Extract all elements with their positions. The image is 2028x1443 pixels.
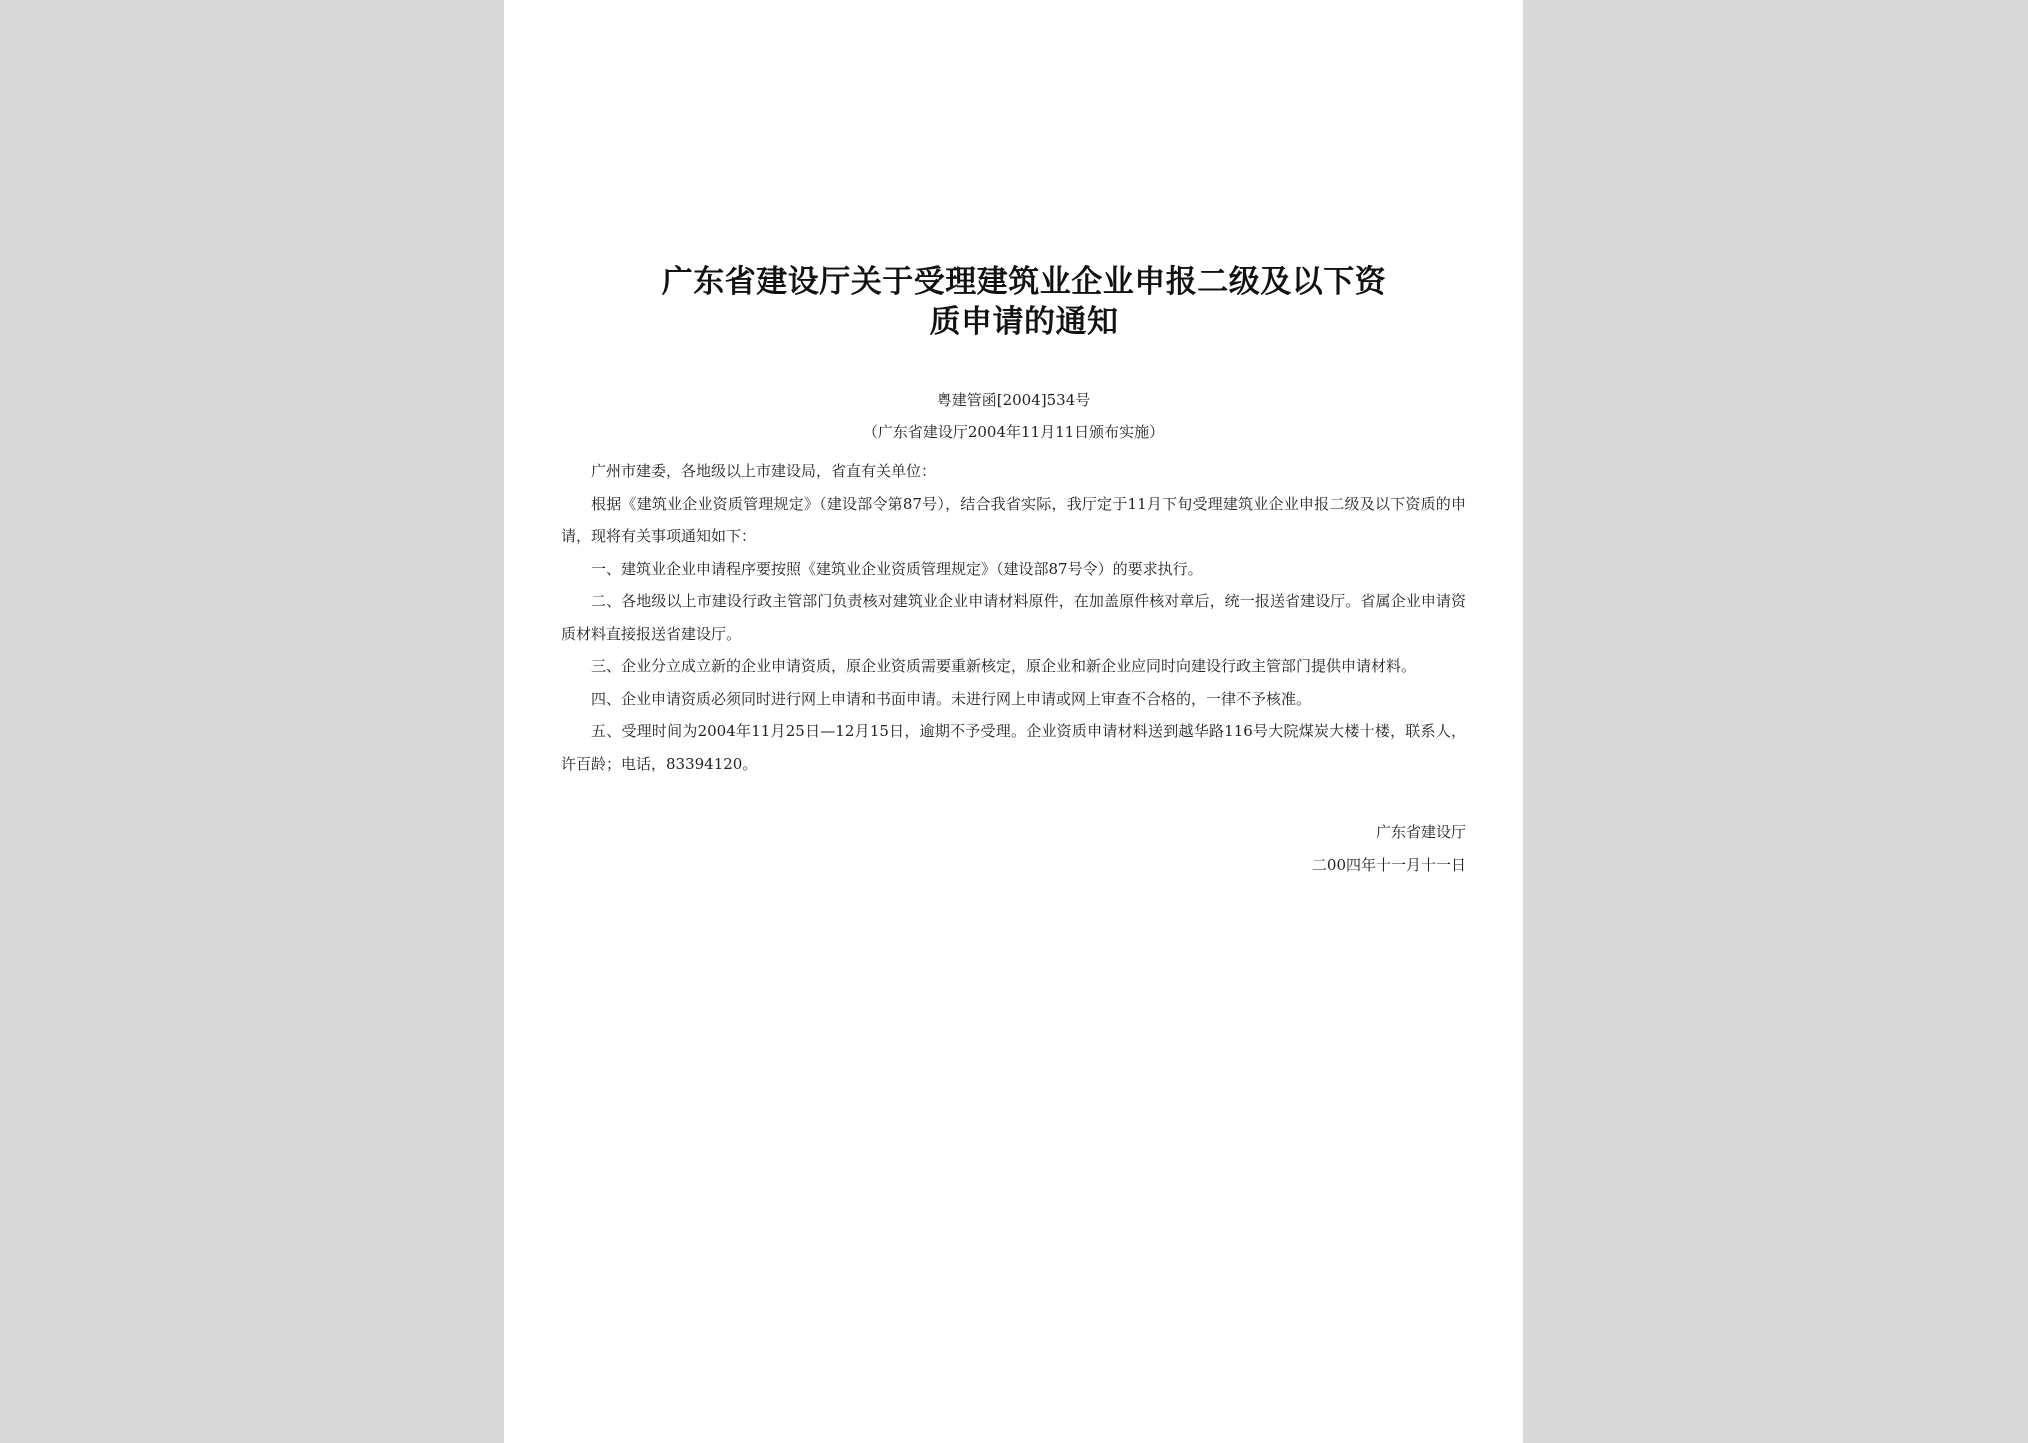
item-paragraph-4: 四、企业申请资质必须同时进行网上申请和书面申请。未进行网上申请或网上审查不合格的，一律不予核准。	[591, 689, 1312, 708]
item-paragraph-1: 一、建筑业企业申请程序要按照《建筑业企业资质管理规定》（建设部87号令）的要求执行。	[591, 559, 1203, 578]
item-paragraph-3: 三、企业分立成立新的企业申请资质，原企业资质需要重新核定，原企业和新企业应同时向建设行政主管部门提供申请材料。	[591, 657, 1417, 675]
salutation: 广州市建委，各地级以上市建设局，省直有关单位：	[591, 462, 937, 480]
document-body	[561, 455, 1466, 780]
signature-block	[1312, 816, 1466, 882]
intro-paragraph: 根据《建筑业企业资质管理规定》（建设部令第87号），结合我省实际，我厅定于11月下旬受理建筑业企业申报二级及以下资质的申请，现将有关事项通知如下：	[561, 494, 1466, 545]
signature-date: 二00四年十一月十一日	[1311, 856, 1466, 874]
title-line-1: 广东省建设厅关于受理建筑业企业申报二级及以下资	[661, 264, 1387, 300]
document-title	[564, 262, 1484, 342]
document-number: 粤建管函[2004]534号	[936, 391, 1091, 409]
document-page	[504, 0, 1523, 1443]
title-line-2: 质申请的通知	[929, 304, 1119, 340]
issue-note: （广东省建设厅2004年11月11日颁布实施）	[862, 423, 1165, 441]
item-paragraph-2: 二、各地级以上市建设行政主管部门负责核对建筑业企业申请材料原件，在加盖原件核对章后，统一报送省建设厅。省属企业申请资质材料直接报送省建设厅。	[561, 592, 1466, 643]
item-paragraph-5: 五、受理时间为2004年11月25日—12月15日，逾期不予受理。企业资质申请材料送到越华路116号大院煤炭大楼十楼，联系人，许百龄；电话，83394120。	[561, 722, 1466, 773]
signature-org: 广东省建设厅	[1375, 823, 1466, 841]
